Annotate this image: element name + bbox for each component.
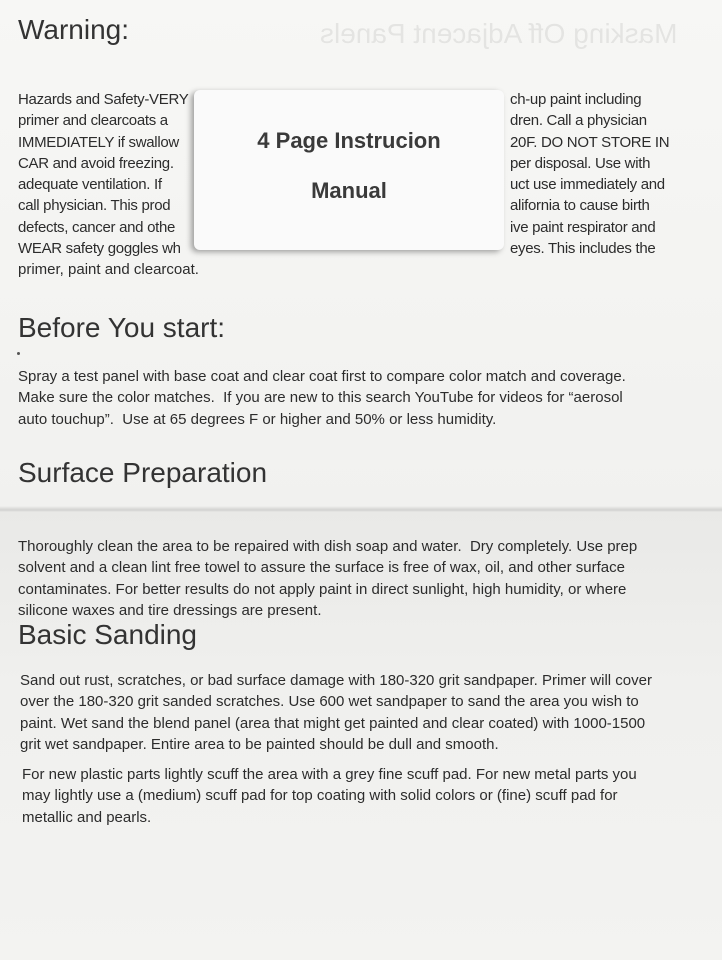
before-you-start-heading: Before You start: — [18, 312, 226, 343]
text-line-right-fragment: ive paint respirator and — [510, 218, 656, 236]
text-line-right-fragment: per disposal. Use with — [510, 154, 651, 172]
text-line: Thoroughly clean the area to be repaired with dish soap and water. Dry completely. Use prep — [18, 538, 638, 555]
text-line: For new plastic parts lightly scuff the area with a grey fine scuff pad. For new metal parts you — [22, 766, 637, 783]
bullet-dot — [17, 352, 20, 355]
text-line: contaminates. For better results do not apply paint in direct sunlight, high humidity, or where — [18, 580, 627, 598]
basic-sanding-paragraph-2 — [22, 764, 722, 828]
text-line-right-fragment: uct use immediately and — [510, 176, 665, 194]
basic-sanding-heading: Basic Sanding — [18, 619, 198, 650]
text-line: auto touchup”. Use at 65 degrees F or higher and 50% or less humidity. — [18, 410, 497, 428]
text-line: Spray a test panel with base coat and clear coat first to compare color match and coverage. — [18, 368, 626, 385]
text-line — [18, 89, 642, 110]
text-line: metallic and pearls. — [22, 808, 152, 826]
text-line — [18, 153, 651, 174]
text-line-left-fragment: adequate ventilation. If — [18, 176, 162, 194]
warning-heading: Warning: — [18, 14, 130, 45]
basic-sanding-paragraph-1 — [20, 670, 720, 755]
text-line — [18, 238, 656, 259]
text-line-right-fragment: alifornia to cause birth — [510, 197, 650, 215]
text-line-left-fragment: call physician. This prod — [18, 197, 171, 215]
paper-fold — [0, 506, 722, 512]
text-line: Make sure the color matches. If you are new to this search YouTube for videos for “aerosol — [18, 389, 623, 407]
text-line-left-fragment: defects, cancer and othe — [18, 218, 176, 236]
text-line — [18, 110, 647, 131]
sticker-line-2: Manual — [311, 178, 387, 203]
showthrough-heading: Masking Off Adjacent Panels — [320, 18, 678, 49]
text-line: Sand out rust, scratches, or bad surface damage with 180-320 grit sandpaper. Primer will cover — [20, 672, 652, 689]
text-line — [18, 217, 656, 238]
text-line: silicone waxes and tire dressings are present. — [18, 601, 322, 619]
text-line: solvent and a clean lint free towel to assure the surface is free of wax, oil, and other surface — [18, 559, 625, 577]
surface-preparation-paragraph — [18, 536, 718, 621]
text-line-left-fragment: WEAR safety goggles wh — [18, 240, 181, 258]
sticker-line-1: 4 Page Instrucion — [257, 128, 441, 153]
text-line-right-fragment: eyes. This includes the — [510, 240, 656, 258]
surface-preparation-heading: Surface Preparation — [18, 457, 268, 488]
text-line: over the 180-320 grit sanded scratches. Use 600 wet sandpaper to sand the area you wish to — [20, 693, 639, 711]
instruction-manual-sticker — [194, 90, 504, 250]
text-line: paint. Wet sand the blend panel (area that might get painted and clear coated) with 1000-1500 — [20, 714, 646, 732]
text-line-right-fragment: dren. Call a physician — [510, 112, 647, 130]
text-line-left-fragment: Hazards and Safety-VERY — [18, 91, 189, 108]
text-line — [18, 195, 650, 216]
text-line-right-fragment: ch-up paint including — [510, 91, 642, 108]
text-line: grit wet sandpaper. Entire area to be painted should be dull and smooth. — [20, 735, 499, 753]
text-line-left-fragment: CAR and avoid freezing. — [18, 154, 174, 172]
text-line-left-fragment: primer and clearcoats a — [18, 112, 168, 130]
before-you-start-paragraph — [18, 366, 718, 430]
text-line-right-fragment: 20F. DO NOT STORE IN — [510, 133, 670, 151]
text-line: may lightly use a (medium) scuff pad for top coating with solid colors or (fine) scuff pad for — [22, 787, 618, 805]
text-line: primer, paint and clearcoat. — [18, 261, 199, 279]
text-line-left-fragment: IMMEDIATELY if swallow — [18, 133, 179, 151]
